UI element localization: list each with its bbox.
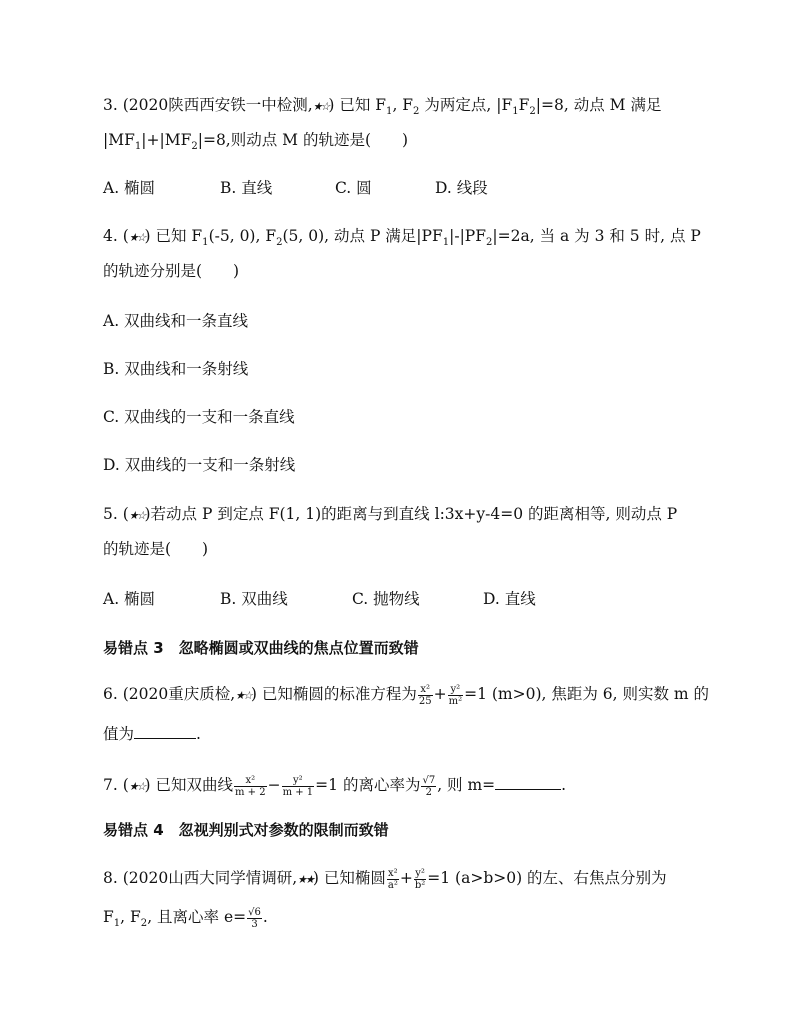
text: , F — [392, 96, 414, 114]
text: . — [561, 776, 567, 794]
text: 8. (2020山西大同学情调研, — [103, 869, 298, 887]
q3-option-d: D. 线段 — [435, 179, 488, 197]
text: . — [262, 908, 268, 926]
text: 3. (2020陕西西安铁一中检测, — [103, 96, 313, 114]
text: =1 (m>0), 焦距为 6, 则实数 m 的 — [464, 685, 710, 703]
text: |-|PF — [449, 227, 486, 245]
text: ) 已知 F — [328, 96, 387, 114]
difficulty-stars-icon: ★☆ — [235, 689, 251, 702]
fraction-denominator: a² — [387, 879, 398, 891]
subscript: 2 — [140, 918, 148, 930]
fraction-denominator: 2 — [425, 786, 432, 798]
q5-option-d: D. 直线 — [483, 590, 536, 608]
text: 7. ( — [103, 776, 129, 794]
fraction-numerator: x² — [418, 684, 433, 696]
q5-option-a: A. 椭圆 — [103, 590, 156, 608]
q7-line — [103, 774, 566, 798]
q4-option-a: A. 双曲线和一条直线 — [103, 312, 249, 330]
text: , 且离心率 e= — [147, 908, 247, 926]
difficulty-stars-icon: ★☆ — [128, 231, 145, 244]
subscript: 2 — [276, 237, 283, 249]
text: (-5, 0), F — [208, 227, 277, 245]
q4-line2: 的轨迹分别是( ) — [103, 262, 240, 280]
fraction-denominator: 25 — [418, 695, 432, 707]
q8-line2 — [103, 906, 268, 935]
fraction — [282, 775, 315, 798]
fraction-numerator: y² — [415, 867, 425, 879]
q4-line1 — [103, 225, 701, 254]
section-heading-4: 易错点 4 忽视判别式对参数的限制而致错 — [103, 821, 389, 839]
text: =1 的离心率为 — [315, 776, 421, 794]
text: − — [267, 776, 281, 794]
q5-option-b: B. 双曲线 — [220, 590, 288, 608]
text: |+|MF — [141, 131, 192, 149]
text: (5, 0), 动点 P 满足|PF — [282, 227, 443, 245]
subscript: 2 — [191, 141, 198, 153]
difficulty-stars-icon: ★★ — [297, 873, 313, 886]
fraction — [448, 684, 464, 707]
q3-line1 — [103, 94, 661, 123]
answer-blank[interactable] — [495, 775, 561, 790]
text: ) 已知椭圆的标准方程为 — [250, 685, 417, 703]
subscript: 1 — [442, 237, 450, 249]
text: F — [103, 908, 114, 926]
fraction-denominator: b² — [414, 879, 426, 891]
subscript: 1 — [113, 918, 121, 930]
fraction — [247, 907, 262, 930]
text: )若动点 P 到定点 F(1, 1)的距离与到直线 l:3x+y-4=0 的距离相等, 则动点 P — [144, 505, 678, 523]
q5-option-c: C. 抛物线 — [352, 590, 420, 608]
section-heading-3: 易错点 3 忽略椭圆或双曲线的焦点位置而致错 — [103, 639, 419, 657]
text: 5. ( — [103, 505, 129, 523]
q5-line2: 的轨迹是( ) — [103, 540, 209, 558]
text: , 则 m= — [437, 776, 496, 794]
text: ) 已知 F — [144, 227, 203, 245]
q3-option-a: A. 椭圆 — [103, 179, 156, 197]
text: 为两定点, |F — [419, 96, 513, 114]
text: 4. ( — [103, 227, 129, 245]
fraction — [234, 775, 267, 798]
subscript: 2 — [486, 237, 493, 249]
q8-line1 — [103, 867, 667, 891]
difficulty-stars-icon: ★☆ — [312, 100, 329, 113]
text: |=8, 动点 M 满足 — [535, 96, 662, 114]
fraction-denominator: m² — [448, 695, 463, 707]
q4-option-d: D. 双曲线的一支和一条射线 — [103, 456, 296, 474]
q6-line1 — [103, 683, 709, 707]
q4-option-b: B. 双曲线和一条射线 — [103, 360, 249, 378]
q3-option-c: C. 圆 — [335, 179, 372, 197]
fraction-numerator: √7 — [422, 774, 436, 786]
fraction — [387, 868, 399, 891]
fraction — [418, 684, 433, 707]
text: 6. (2020重庆质检, — [103, 685, 236, 703]
text: ) 已知双曲线 — [144, 776, 233, 794]
fraction — [414, 868, 426, 891]
q3-line2 — [103, 129, 408, 158]
text: =1 (a>b>0) 的左、右焦点分别为 — [427, 869, 667, 887]
fraction-denominator: m + 2 — [234, 786, 266, 798]
fraction-denominator: 3 — [251, 918, 258, 930]
subscript: 1 — [134, 141, 142, 153]
fraction-numerator: x² — [234, 775, 267, 787]
text: ) 已知椭圆 — [312, 869, 386, 887]
text: . — [196, 725, 201, 743]
text: + — [433, 685, 447, 703]
fraction-numerator: y² — [448, 684, 464, 696]
answer-blank[interactable] — [134, 724, 196, 739]
subscript: 1 — [512, 106, 519, 118]
fraction — [421, 775, 436, 798]
q5-line1 — [103, 503, 677, 527]
text: , F — [120, 908, 141, 926]
text: 值为 — [103, 725, 135, 743]
subscript: 1 — [202, 237, 209, 249]
fraction-numerator: y² — [282, 775, 315, 787]
fraction-denominator: m + 1 — [282, 786, 314, 798]
text: |=2a, 当 a 为 3 和 5 时, 点 P — [492, 227, 701, 245]
q4-option-c: C. 双曲线的一支和一条直线 — [103, 408, 295, 426]
text: |MF — [103, 131, 135, 149]
fraction-numerator: √6 — [248, 906, 261, 918]
difficulty-stars-icon: ★☆ — [128, 780, 145, 793]
text: + — [399, 869, 413, 887]
q3-option-b: B. 直线 — [220, 179, 273, 197]
text: |=8,则动点 M 的轨迹是( ) — [197, 131, 409, 149]
subscript: 1 — [386, 106, 393, 118]
q6-line2 — [103, 723, 201, 745]
text: F — [518, 96, 530, 114]
fraction-numerator: x² — [388, 867, 398, 879]
subscript: 2 — [413, 106, 420, 118]
subscript: 2 — [529, 106, 536, 118]
difficulty-stars-icon: ★☆ — [128, 509, 145, 522]
